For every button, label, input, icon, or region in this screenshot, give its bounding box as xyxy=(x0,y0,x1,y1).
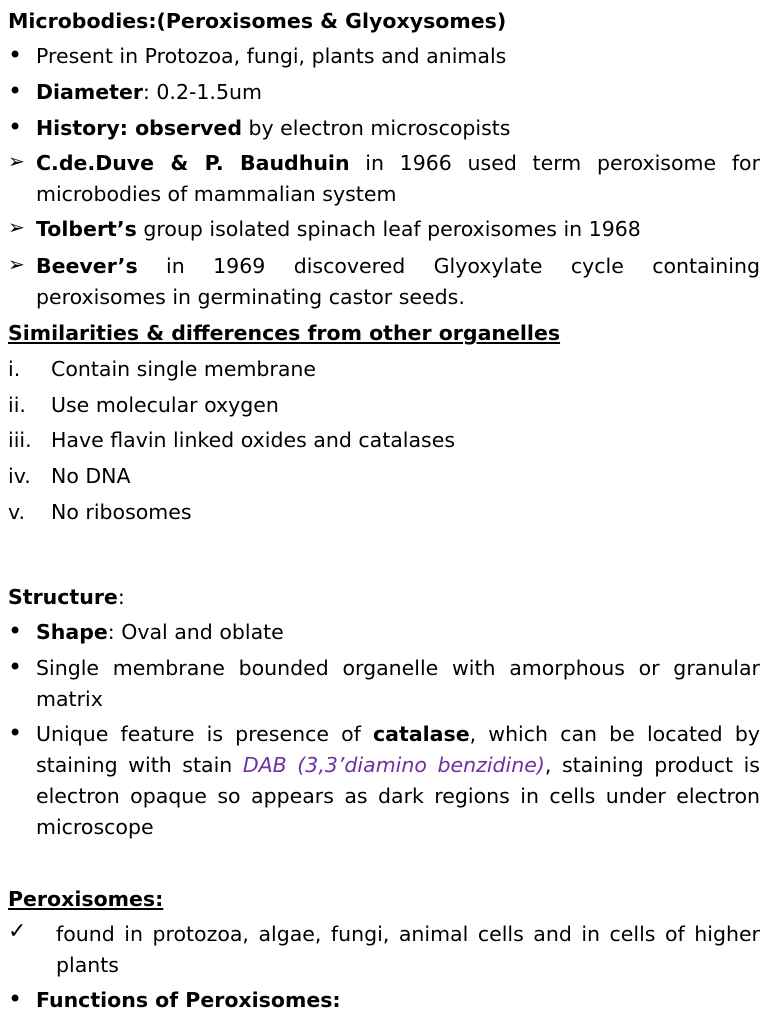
item-text: Use molecular oxygen xyxy=(51,393,279,417)
item-text xyxy=(36,113,760,144)
beever-value: in 1969 discovered Glyoxylate cycle containing peroxisomes in germinating castor seeds. xyxy=(36,254,760,309)
shape-value: : Oval and oblate xyxy=(107,620,284,644)
bullet-icon: • xyxy=(8,113,23,141)
item-text: No ribosomes xyxy=(51,500,192,524)
bullet-icon: • xyxy=(8,719,23,747)
bullet-icon: • xyxy=(8,617,23,645)
section-heading-structure xyxy=(8,584,125,610)
list-item-present-in xyxy=(8,41,760,72)
history-label: History: observed xyxy=(36,116,242,140)
item-text xyxy=(36,148,760,210)
roman-numeral: ii. xyxy=(8,393,26,417)
roman-numeral: i. xyxy=(8,357,21,381)
item-text xyxy=(36,251,760,313)
item-text xyxy=(36,985,760,1016)
diameter-label: Diameter xyxy=(36,80,143,104)
section-heading-similarities: Similarities & differences from other organelles xyxy=(8,321,561,345)
bullet-icon: • xyxy=(8,985,23,1013)
functions-heading: Functions of Peroxisomes: xyxy=(36,988,341,1012)
arrow-bullet-icon: ➢ xyxy=(8,215,25,239)
item-text xyxy=(36,617,760,648)
bullet-icon: • xyxy=(8,653,23,681)
list-item-shape xyxy=(8,617,760,648)
item-text: Have flavin linked oxides and catalases xyxy=(51,428,456,452)
item-text: Present in Protozoa, fungi, plants and animals xyxy=(36,44,507,68)
beever-label: Beever’s xyxy=(36,254,138,278)
item-text xyxy=(36,214,760,245)
diameter-value: : 0.2-1.5um xyxy=(142,80,262,104)
arrow-bullet-icon: ➢ xyxy=(8,252,25,276)
document-page xyxy=(8,0,760,1024)
tolbert-label: Tolbert’s xyxy=(36,217,137,241)
unique-pre: Unique feature is presence of xyxy=(36,722,374,746)
unique-mid: , which can be located by staining with stain xyxy=(36,722,760,777)
stain-name: DAB (3,3’diamino benzidine) xyxy=(242,753,545,777)
arrow-bullet-icon: ➢ xyxy=(8,149,25,173)
roman-numeral: v. xyxy=(8,500,26,524)
list-item-unique-feature xyxy=(8,719,760,843)
item-text: Single membrane bounded organelle with amorphous or granular matrix xyxy=(36,656,760,711)
list-item-membrane xyxy=(8,653,760,715)
list-item-diameter xyxy=(8,77,760,108)
bullet-icon: • xyxy=(8,41,23,69)
list-item-functions xyxy=(8,985,760,1016)
list-item-tolbert xyxy=(8,214,760,245)
roman-numeral: iii. xyxy=(8,428,32,452)
item-text: No DNA xyxy=(51,464,131,488)
bullet-icon: • xyxy=(8,77,23,105)
roman-numeral: iv. xyxy=(8,464,31,488)
item-text: Contain single membrane xyxy=(51,357,317,381)
item-text: found in protozoa, algae, fungi, animal cells and in cells of higher plants xyxy=(56,922,760,977)
list-item-history xyxy=(8,113,760,144)
list-item-found-in xyxy=(8,919,760,981)
shape-label: Shape xyxy=(36,620,108,644)
list-item-de-duve xyxy=(8,148,760,210)
tolbert-value: group isolated spinach leaf peroxisomes in 1968 xyxy=(136,217,641,241)
item-text xyxy=(36,719,760,843)
item-text xyxy=(36,77,760,108)
section-heading-peroxisomes: Peroxisomes: xyxy=(8,887,164,911)
structure-heading-colon: : xyxy=(117,585,125,609)
checkmark-icon: ✓ xyxy=(8,919,27,944)
unique-post: , staining product is electron opaque so appears as dark regions in cells under electron microscope xyxy=(36,753,760,839)
de-duve-value: in 1966 used term peroxisome for microbodies of mammalian system xyxy=(36,151,761,206)
de-duve-label: C.de.Duve & P. Baudhuin xyxy=(36,151,350,175)
catalase-term: catalase xyxy=(373,722,470,746)
history-value: by electron microscopists xyxy=(242,116,511,140)
structure-heading-text: Structure xyxy=(8,585,118,609)
list-item-beever xyxy=(8,251,760,313)
page-title: Microbodies:(Peroxisomes & Glyoxysomes) xyxy=(8,9,507,33)
